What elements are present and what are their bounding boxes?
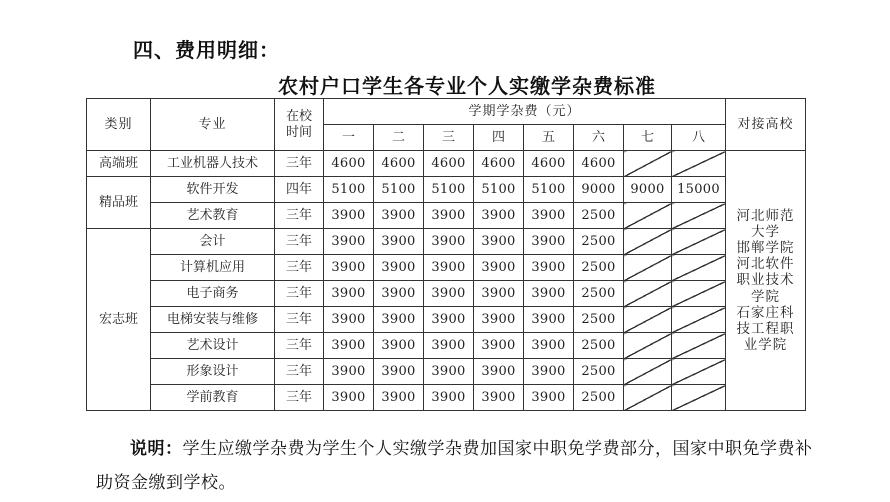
not-applicable-cell: [672, 333, 726, 359]
fee-cell: 2500: [574, 229, 624, 255]
explanation-note: [96, 432, 826, 500]
fee-cell: 4600: [374, 151, 424, 177]
fee-cell: 3900: [524, 203, 574, 229]
years-cell: 三年: [275, 203, 324, 229]
fee-cell: 5100: [374, 177, 424, 203]
fee-cell: 3900: [324, 333, 374, 359]
fee-cell: 3900: [324, 203, 374, 229]
table-row: [87, 333, 806, 359]
category-cell: 宏志班: [87, 229, 151, 411]
fee-cell: 3900: [424, 229, 474, 255]
fee-cell: 3900: [474, 385, 524, 411]
header-semester: 八: [672, 125, 726, 151]
partner-college-line: 河北师范: [736, 207, 795, 224]
not-applicable-cell: [624, 151, 672, 177]
fee-cell: 15000: [672, 177, 726, 203]
fee-cell: 5100: [324, 177, 374, 203]
header-semester: 二: [374, 125, 424, 151]
not-applicable-cell: [672, 151, 726, 177]
fee-cell: 4600: [324, 151, 374, 177]
header-duration-line2: 时间: [285, 124, 312, 140]
fee-cell: 4600: [524, 151, 574, 177]
fee-cell: 3900: [324, 255, 374, 281]
fee-cell: 5100: [424, 177, 474, 203]
header-semester: 五: [524, 125, 574, 151]
years-cell: 三年: [275, 333, 324, 359]
fee-cell: 3900: [424, 281, 474, 307]
category-cell: 高端班: [87, 151, 151, 177]
header-semester: 四: [474, 125, 524, 151]
not-applicable-cell: [672, 385, 726, 411]
fee-cell: 3900: [424, 333, 474, 359]
fee-cell: 3900: [324, 359, 374, 385]
partner-college-line: 河北软件: [736, 256, 795, 273]
fee-cell: 3900: [524, 333, 574, 359]
header-semester: 六: [574, 125, 624, 151]
fee-cell: 3900: [524, 307, 574, 333]
fee-cell: 3900: [524, 255, 574, 281]
not-applicable-cell: [624, 203, 672, 229]
table-row: [87, 177, 806, 203]
fee-cell: 2500: [574, 307, 624, 333]
fee-cell: 5100: [474, 177, 524, 203]
table-row: [87, 307, 806, 333]
major-cell: 形象设计: [151, 359, 275, 385]
fee-cell: 4600: [574, 151, 624, 177]
fee-cell: 2500: [574, 385, 624, 411]
fee-cell: 3900: [374, 333, 424, 359]
fee-cell: 3900: [474, 229, 524, 255]
major-cell: 会计: [151, 229, 275, 255]
header-row: [87, 99, 806, 125]
major-cell: 工业机器人技术: [151, 151, 275, 177]
fee-cell: 3900: [374, 281, 424, 307]
table-row: [87, 281, 806, 307]
partner-college-line: 石家庄科: [736, 304, 795, 321]
table-title: 农村户口学生各专业个人实缴学杂费标准: [278, 74, 656, 98]
major-cell: 艺术设计: [151, 333, 275, 359]
note-text: 学生应缴学杂费为学生个人实缴学杂费加国家中职免学费部分，国家中职免学费补助资金缴到学校。: [96, 439, 813, 493]
fee-cell: 2500: [574, 203, 624, 229]
major-cell: 艺术教育: [151, 203, 275, 229]
fee-cell: 3900: [474, 333, 524, 359]
fee-cell: 3900: [524, 281, 574, 307]
not-applicable-cell: [624, 333, 672, 359]
table-row: [87, 385, 806, 411]
fee-cell: 3900: [474, 255, 524, 281]
major-cell: 学前教育: [151, 385, 275, 411]
not-applicable-cell: [672, 307, 726, 333]
major-cell: 电梯安装与维修: [151, 307, 275, 333]
fee-cell: 3900: [474, 359, 524, 385]
table-row: [87, 255, 806, 281]
header-duration-line1: 在校: [285, 108, 312, 124]
years-cell: 三年: [275, 307, 324, 333]
header-semester: 一: [324, 125, 374, 151]
fee-cell: 4600: [474, 151, 524, 177]
fee-cell: 3900: [374, 307, 424, 333]
header-semester: 三: [424, 125, 474, 151]
fee-cell: 3900: [324, 229, 374, 255]
fee-cell: 3900: [374, 385, 424, 411]
fee-cell: 5100: [524, 177, 574, 203]
fee-cell: 3900: [374, 255, 424, 281]
partner-college-line: 学院: [751, 288, 780, 305]
not-applicable-cell: [624, 385, 672, 411]
fee-cell: 3900: [374, 203, 424, 229]
years-cell: 三年: [275, 151, 324, 177]
partner-college-line: 业学院: [743, 337, 788, 354]
not-applicable-cell: [624, 255, 672, 281]
fee-cell: 2500: [574, 281, 624, 307]
major-cell: 电子商务: [151, 281, 275, 307]
fee-cell: 3900: [524, 229, 574, 255]
table-row: [87, 359, 806, 385]
header-category: 类别: [87, 99, 151, 151]
fee-cell: 3900: [424, 359, 474, 385]
not-applicable-cell: [672, 229, 726, 255]
fee-cell: 3900: [474, 307, 524, 333]
fee-cell: 3900: [424, 307, 474, 333]
header-partner: 对接高校: [726, 99, 806, 151]
header-major: 专业: [151, 99, 275, 151]
table-row: [87, 203, 806, 229]
fee-cell: 3900: [524, 385, 574, 411]
header-semester-group: 学期学杂费（元）: [324, 99, 726, 125]
fee-cell: 3900: [324, 385, 374, 411]
fee-cell: 2500: [574, 359, 624, 385]
header-duration: [275, 99, 324, 151]
major-cell: 计算机应用: [151, 255, 275, 281]
years-cell: 三年: [275, 255, 324, 281]
years-cell: 三年: [275, 229, 324, 255]
header-semester: 七: [624, 125, 672, 151]
fee-cell: 3900: [424, 255, 474, 281]
fee-cell: 3900: [474, 203, 524, 229]
fee-cell: 3900: [324, 307, 374, 333]
not-applicable-cell: [672, 203, 726, 229]
fee-cell: 3900: [374, 359, 424, 385]
note-label: 说明：: [130, 439, 183, 459]
fee-cell: 3900: [424, 203, 474, 229]
section-heading: 四、费用明细：: [133, 38, 280, 62]
not-applicable-cell: [672, 359, 726, 385]
not-applicable-cell: [624, 359, 672, 385]
partner-college-line: 技工程职: [736, 320, 795, 337]
partner-college-line: 邯郸学院: [736, 240, 795, 257]
years-cell: 三年: [275, 359, 324, 385]
not-applicable-cell: [624, 307, 672, 333]
fee-cell: 3900: [524, 359, 574, 385]
partner-college-line: 大学: [751, 223, 780, 240]
fee-cell: 3900: [374, 229, 424, 255]
major-cell: 软件开发: [151, 177, 275, 203]
fee-cell: 3900: [324, 281, 374, 307]
not-applicable-cell: [672, 281, 726, 307]
fee-cell: 2500: [574, 333, 624, 359]
years-cell: 三年: [275, 385, 324, 411]
category-cell: 精品班: [87, 177, 151, 229]
fee-table: [86, 98, 806, 411]
fee-cell: 2500: [574, 255, 624, 281]
years-cell: 四年: [275, 177, 324, 203]
not-applicable-cell: [672, 255, 726, 281]
table-row: [87, 151, 806, 177]
fee-cell: 9000: [624, 177, 672, 203]
fee-cell: 3900: [424, 385, 474, 411]
table-row: [87, 229, 806, 255]
fee-cell: 9000: [574, 177, 624, 203]
years-cell: 三年: [275, 281, 324, 307]
partner-college-line: 职业技术: [736, 272, 795, 289]
partner-college-cell: [726, 151, 806, 411]
not-applicable-cell: [624, 281, 672, 307]
fee-cell: 3900: [474, 281, 524, 307]
not-applicable-cell: [624, 229, 672, 255]
fee-cell: 4600: [424, 151, 474, 177]
